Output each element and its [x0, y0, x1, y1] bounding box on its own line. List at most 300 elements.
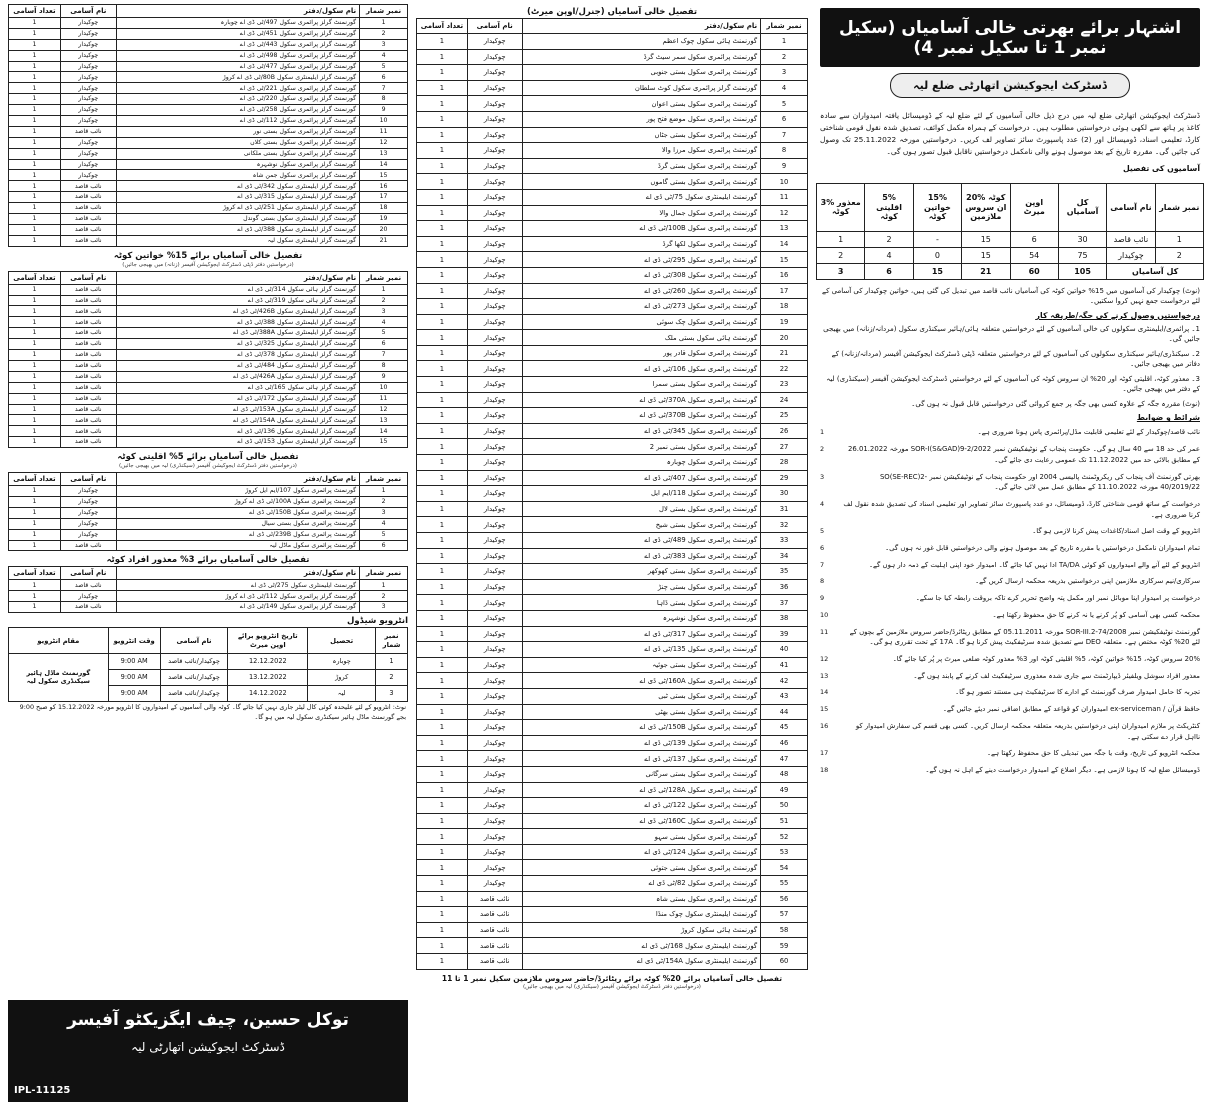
table-row [417, 205, 808, 221]
table-cell: 1 [417, 798, 468, 814]
table-cell: 39 [761, 626, 808, 642]
table-cell: نائب قاصد [60, 602, 116, 613]
table-cell: 1 [417, 96, 468, 112]
column-header: نام سکول/دفتر [116, 271, 359, 284]
right-column [816, 4, 1204, 1102]
table-cell: چوکیدار [467, 345, 522, 361]
term-item [816, 540, 1204, 557]
officer-office: ڈسٹرکٹ ایجوکیشن اتھارٹی لیہ [131, 1040, 285, 1054]
table-cell: 1 [417, 610, 468, 626]
table-cell: 1 [9, 382, 61, 393]
table-cell: 38 [761, 610, 808, 626]
table-cell: 19 [360, 214, 408, 225]
table-cell: 30 [1058, 231, 1106, 247]
table-cell: گورنمنٹ پرائمری سکول سمر سیٹ گرڈ [522, 49, 761, 65]
table-row [9, 137, 408, 148]
table-cell: گورنمنٹ گرلز ایلیمنٹری سکول 80B/ٹی ڈی اے کروڑ [116, 72, 359, 83]
table-cell: 13.12.2022 [228, 670, 308, 686]
table-cell: گورنمنٹ پرائمری سکول بستی اعوان [522, 96, 761, 112]
table-cell: 1 [417, 236, 468, 252]
table-row [9, 61, 408, 72]
table-row [9, 306, 408, 317]
interview-note-label: نوٹ [394, 703, 406, 712]
term-text: انٹرویو کے وقت اصل اسناد/کاغذات پیش کرنا لازمی ہو گا۔ [1032, 527, 1200, 536]
table-cell: گورنمنٹ گرلز پرائمری سکول جمن شاہ [116, 170, 359, 181]
middle-column [416, 4, 808, 1102]
table-cell: 1 [417, 766, 468, 782]
column-header: نمبر شمار [360, 5, 408, 18]
submission-point: 2۔ سیکنڈری/ہائیر سیکنڈری سکولوں کی آسامیوں کے لئے درخواستیں متعلقہ ڈپٹی ڈسٹرکٹ ایجوکیشن آفیسر (مردانہ/زنانہ) کے دفاتر میں بھیجی جائیں۔ [831, 349, 1200, 369]
table-cell: گورنمنٹ گرلز پرائمری سکول 451/ٹی ڈی اے [116, 28, 359, 39]
term-item [816, 424, 1204, 441]
table-cell: 2 [360, 295, 408, 306]
table-cell: 1 [417, 735, 468, 751]
table-cell: چوکیدار [467, 455, 522, 471]
table-cell: 1 [417, 252, 468, 268]
table-cell: گورنمنٹ گرلز پرائمری سکول 220/ٹی ڈی اے [116, 94, 359, 105]
column-header: 3% معذور کوٹہ [817, 183, 865, 231]
table-row [417, 579, 808, 595]
column-header: نمبر شمار [360, 473, 408, 486]
table-cell: گورنمنٹ گرلز ایلیمنٹری سکول 153/ٹی ڈی اے [116, 437, 359, 448]
table-row [417, 844, 808, 860]
table-cell: 10 [360, 116, 408, 127]
table-row [417, 345, 808, 361]
table-header-row [817, 183, 1204, 231]
table-cell: گورنمنٹ پرائمری سکول 160C/ٹی ڈی اے [522, 813, 761, 829]
table-cell: چوکیدار [467, 392, 522, 408]
table-cell: 1 [360, 284, 408, 295]
table-cell: چوکیدار [60, 591, 116, 602]
table-row [9, 83, 408, 94]
table-cell: گورنمنٹ گرلز ایلیمنٹری سکول 251/ٹی ڈی اے کروڑ [116, 203, 359, 214]
column-header: نام سکول/دفتر [116, 473, 359, 486]
table-cell: گورنمنٹ پرائمری سکول چوبارہ [522, 455, 761, 471]
table-cell: 40 [761, 642, 808, 658]
table-cell: گورنمنٹ پرائمری سکول 124/ٹی ڈی اے [522, 844, 761, 860]
table-row [9, 39, 408, 50]
table-cell: 75 [1058, 247, 1106, 263]
table-cell: 16 [360, 181, 408, 192]
table-row [417, 688, 808, 704]
table-cell: نائب قاصد [60, 426, 116, 437]
table-cell: 4 [761, 80, 808, 96]
table-cell: چوکیدار [467, 189, 522, 205]
table-cell: 10 [360, 382, 408, 393]
term-text: درخواست کے ساتھ قومی شناختی کارڈ، ڈومیسائل، دو عدد پاسپورٹ سائز تصاویر اور تعلیمی اسناد کی تصدیق شدہ نقول لف کرنا ضروری ہے۔ [843, 499, 1200, 519]
term-item [816, 624, 1204, 651]
table-cell: 8 [360, 94, 408, 105]
table-cell: چوکیدار [60, 72, 116, 83]
table-row [9, 393, 408, 404]
table-cell: نائب قاصد [60, 235, 116, 246]
table-row [9, 284, 408, 295]
table-cell: گورنمنٹ گرلز پرائمری سکول نوشہرہ [116, 159, 359, 170]
table-cell: 17 [761, 283, 808, 299]
table-header-row [9, 473, 408, 486]
table-cell: 14.12.2022 [228, 686, 308, 702]
intro-paragraph: ڈسٹرکٹ ایجوکیشن اتھارٹی ضلع لیہ میں درج ذیل خالی آسامیوں کے لئے ضلع لیہ کے ڈومیسائل یافتہ امیدواران سے سادہ کاغذ پر ہاتھ سے لکھی ہوئی درخواستیں مطلوب ہیں۔ درخواست کے ہمراہ مکمل کوائف، تصدیق شدہ نقول قومی شناختی کارڈ، تعلیمی اسناد، ڈومیسائل اور (2) عدد پاسپورٹ سائز تصاویر لف کریں۔ درخواستیں مورخہ 25.11.2022 تک وصول کی جائیں گی۔ مقررہ تاریخ کے بعد موصول ہونے والی نامکمل درخواستیں ناقابل قبول تصور ہوں گی۔ [820, 111, 1200, 156]
term-number: 7 [820, 560, 825, 569]
table-row [417, 96, 808, 112]
table-cell: گورنمنٹ پرائمری سکول بستی ٹبی [522, 688, 761, 704]
interview-note-text: انٹرویو کے لئے علیحدہ کوئی کال لیٹر جاری نہیں کیا جائے گا۔ کوٹہ والی آسامیوں کے امیدواروں کا انٹرویو مورخہ 15.12.2022 کو صبح 9:00 بجے گورنمنٹ ماڈل ہائیر سیکنڈری سکول لیہ میں ہو گا۔ [19, 703, 406, 721]
table-cell: 1 [817, 231, 865, 247]
column-header: نام آسامی [60, 567, 116, 580]
table-cell: 60 [761, 954, 808, 970]
table-row [417, 49, 808, 65]
table-row [9, 382, 408, 393]
table-row [9, 339, 408, 350]
table-cell: 1 [417, 143, 468, 159]
table-cell: 5 [360, 529, 408, 540]
table-row [417, 751, 808, 767]
table-cell: چوکیدار [467, 673, 522, 689]
term-item [816, 523, 1204, 540]
column-header: 5% اقلیتی کوٹہ [865, 183, 913, 231]
table-cell: 7 [360, 83, 408, 94]
table-cell: 1 [417, 127, 468, 143]
table-row [417, 704, 808, 720]
table-row [9, 148, 408, 159]
term-number: 14 [820, 688, 829, 697]
table-cell: چوکیدار [467, 158, 522, 174]
officer-name: توکل حسین، چیف ایگزیکٹو آفیسر [67, 1010, 349, 1030]
table-cell: گورنمنٹ گرلز پرائمری سکول بستی ملکانی [116, 148, 359, 159]
table-cell: چوکیدار/نائب قاصد [160, 654, 228, 670]
general-merit-table [416, 18, 808, 970]
table-cell: گورنمنٹ گرلز ایلیمنٹری سکول 172/ٹی ڈی اے [116, 393, 359, 404]
table-row [417, 938, 808, 954]
table-cell: 3 [360, 602, 408, 613]
table-row [9, 317, 408, 328]
table-cell: چوکیدار [60, 507, 116, 518]
column-header: وقت انٹرویو [108, 628, 160, 654]
table-cell: 1 [9, 426, 61, 437]
table-row [817, 247, 1204, 263]
table-cell: 1 [417, 907, 468, 923]
table-row [9, 235, 408, 246]
table-cell: 1 [417, 579, 468, 595]
table-cell: 13 [360, 415, 408, 426]
table-header-row [9, 628, 408, 654]
table-row [417, 922, 808, 938]
table-cell: 1 [9, 61, 61, 72]
table-cell: 9:00 AM [108, 686, 160, 702]
table-row [417, 330, 808, 346]
table-cell: 27 [761, 439, 808, 455]
table-cell: گورنمنٹ پرائمری سکول قادر پور [522, 345, 761, 361]
table-cell: چوکیدار [467, 330, 522, 346]
table-cell: چوکیدار [467, 205, 522, 221]
column-header: تعداد آسامی [9, 567, 61, 580]
details-label: آسامیوں کی تفصیل [1122, 163, 1200, 173]
table-cell: 3 [360, 306, 408, 317]
table-cell: گورنمنٹ پرائمری سکول 383/ٹی ڈی اے [522, 548, 761, 564]
table-cell: 4 [360, 518, 408, 529]
table-cell: 33 [761, 533, 808, 549]
table-cell: 1 [417, 595, 468, 611]
table-cell: 1 [9, 284, 61, 295]
column-header: نمبر شمار [1155, 183, 1203, 231]
table-cell: نائب قاصد [60, 415, 116, 426]
table-row [417, 455, 808, 471]
submission-point: 1۔ پرائمری/ایلیمنٹری سکولوں کی خالی آسامیوں کے لئے درخواستیں متعلقہ ہائی/ہائیر سیکنڈری سکول (مردانہ/زنانہ) میں بھیجی جائیں گی۔ [823, 324, 1200, 344]
table-cell: نائب قاصد [60, 317, 116, 328]
table-cell: چوکیدار [467, 111, 522, 127]
table-cell: 1 [9, 529, 61, 540]
advertisement-subtitle: ڈسٹرکٹ ایجوکیشن اتھارٹی ضلع لیہ [890, 73, 1130, 98]
total-cell: 21 [962, 263, 1010, 279]
table-cell: 1 [417, 751, 468, 767]
table-cell: گورنمنٹ پرائمری سکول بستی جنوبی [522, 65, 761, 81]
term-item [816, 651, 1204, 668]
table-cell: 1 [417, 158, 468, 174]
table-row [417, 111, 808, 127]
table-cell: 1 [376, 654, 408, 670]
table-row [417, 236, 808, 252]
table-cell: 54 [761, 860, 808, 876]
column-header: 20% کوٹہ ان سروس ملازمین [962, 183, 1010, 231]
table-cell: 1 [9, 371, 61, 382]
table-cell: 1 [9, 235, 61, 246]
table-cell: چوکیدار [467, 766, 522, 782]
term-text: بھرتی گورنمنٹ آف پنجاب کی ریکروٹمنٹ پالیسی 2004 اور حکومت پنجاب کے نوٹیفکیشن نمبر SO(SE-REC)2-40/2019/22 مورخہ 11.10.2022 کے مطابق عمل میں لائی جائے گی۔ [879, 472, 1200, 492]
table-row [9, 529, 408, 540]
table-cell: 13 [360, 148, 408, 159]
table-cell: چوکیدار [467, 470, 522, 486]
table-cell: گورنمنٹ پرائمری سکول بستی گرڈ [522, 158, 761, 174]
table-cell: نائب قاصد [60, 306, 116, 317]
table-cell: 4 [865, 247, 913, 263]
table-row [417, 143, 808, 159]
table-cell: 1 [9, 350, 61, 361]
term-text: تمام امیدواران نامکمل درخواستیں یا مقررہ تاریخ کے بعد موصول ہونے والی درخواستیں قابل غور نہ ہوں گی۔ [885, 544, 1200, 553]
table-cell: چوکیدار [60, 50, 116, 61]
table-cell: 18 [360, 203, 408, 214]
table-row [417, 174, 808, 190]
table-row [417, 782, 808, 798]
table-cell: چوکیدار [467, 361, 522, 377]
table-cell: 1 [9, 137, 61, 148]
column-header: تعداد آسامی [417, 19, 468, 34]
term-item [816, 441, 1204, 468]
table-cell: 1 [417, 314, 468, 330]
table-cell: 1 [417, 720, 468, 736]
table-cell: 1 [417, 657, 468, 673]
table-cell: 1 [9, 126, 61, 137]
table-cell: 1 [417, 345, 468, 361]
table-cell: 1 [417, 954, 468, 970]
table-cell: چوکیدار [467, 408, 522, 424]
table-cell: 9:00 AM [108, 654, 160, 670]
term-item [816, 684, 1204, 701]
table-cell: نائب قاصد [60, 339, 116, 350]
table-cell: 1 [360, 580, 408, 591]
term-text: 20% سروس کوٹہ، 15% خواتین کوٹہ، 5% اقلیتی کوٹہ اور 3% معذور کوٹہ ضلعی میرٹ پر پُر کیا جائے گا۔ [892, 654, 1200, 663]
term-item [816, 668, 1204, 685]
table-row [417, 267, 808, 283]
table-cell: 1 [9, 415, 61, 426]
table-cell: 1 [417, 65, 468, 81]
table-cell: 14 [761, 236, 808, 252]
table-cell: لیہ [308, 686, 376, 702]
table-cell: 1 [9, 591, 61, 602]
term-number: 15 [820, 705, 829, 714]
table-cell: چوکیدار/نائب قاصد [160, 686, 228, 702]
table-cell: 23 [761, 377, 808, 393]
table-cell: 1 [417, 922, 468, 938]
term-item [816, 469, 1204, 496]
table-cell: چوکیدار [467, 595, 522, 611]
table-cell: 1 [9, 496, 61, 507]
table-cell: 12 [761, 205, 808, 221]
table-cell: 1 [9, 148, 61, 159]
table-cell: چوکیدار [467, 533, 522, 549]
table-cell: 1 [9, 192, 61, 203]
table-cell: چوکیدار [467, 751, 522, 767]
table-cell: نائب قاصد [1107, 231, 1155, 247]
table-cell: 1 [9, 224, 61, 235]
table-cell: 1 [417, 80, 468, 96]
column-header: نام آسامی [60, 473, 116, 486]
table-cell: گورنمنٹ گرلز ایلیمنٹری سکول 426B/ٹی ڈی اے [116, 306, 359, 317]
table-cell: نائب قاصد [60, 224, 116, 235]
table-cell: چوکیدار [467, 844, 522, 860]
term-text: محکمہ انٹرویو کی تاریخ، وقت یا جگہ میں تبدیلی کا حق محفوظ رکھتا ہے۔ [986, 749, 1200, 758]
interview-note: نوٹ: انٹرویو کے لئے علیحدہ کوئی کال لیٹر جاری نہیں کیا جائے گا۔ کوٹہ والی آسامیوں کے امیدواروں کا انٹرویو مورخہ 15.12.2022 کو صبح 9:00 بجے گورنمنٹ ماڈل ہائیر سیکنڈری سکول لیہ میں ہو گا۔ [19, 703, 406, 721]
total-cell: 105 [1058, 263, 1106, 279]
table-cell: 1 [417, 829, 468, 845]
table-row [417, 517, 808, 533]
table-row [417, 221, 808, 237]
table-cell: گورنمنٹ گرلز ہائی سکول 314/ٹی ڈی اے [116, 284, 359, 295]
table-row [417, 377, 808, 393]
table-cell: 55 [761, 876, 808, 892]
table-row [417, 548, 808, 564]
table-cell: چوکیدار/نائب قاصد [160, 670, 228, 686]
table-cell: 47 [761, 751, 808, 767]
column-header: تحصیل [308, 628, 376, 654]
table-row [9, 540, 408, 551]
table-cell: نائب قاصد [60, 350, 116, 361]
note-1: (نوٹ) چوکیدار کی آسامیوں میں 15% خواتین کوٹہ کی آسامیاں نائب قاصد میں تبدیل کی گئی ہیں، خواتین چوکیدار کی آسامی کے لئے درخواست جمع نہیں کروا سکتیں۔ [822, 286, 1200, 306]
table-cell: نائب قاصد [60, 404, 116, 415]
column-header: کل آسامیاں [1058, 183, 1106, 231]
column-header: تعداد آسامی [9, 271, 61, 284]
column-header: نام آسامی [1107, 183, 1155, 231]
table-cell: 42 [761, 673, 808, 689]
table-cell: 6 [360, 540, 408, 551]
table-cell: چوکیدار [467, 798, 522, 814]
table-cell: گورنمنٹ پرائمری سکول ماڈل لیہ [116, 540, 359, 551]
table-cell: گورنمنٹ پرائمری سکول 317/ٹی ڈی اے [522, 626, 761, 642]
table-cell: 1 [417, 673, 468, 689]
table-cell: 1 [9, 507, 61, 518]
table-row [417, 501, 808, 517]
term-number: 18 [820, 765, 829, 774]
table-row [417, 127, 808, 143]
table-cell: گورنمنٹ پرائمری سکول 239B/ٹی ڈی اے [116, 529, 359, 540]
total-cell: 15 [913, 263, 961, 279]
term-text: حافظ قرآن / ex-serviceman امیدواران کو قواعد کے مطابق اضافی نمبر دیئے جائیں گے۔ [942, 705, 1200, 714]
table-cell: 1 [9, 393, 61, 404]
table-cell: 1 [9, 518, 61, 529]
table-cell: چوکیدار [60, 529, 116, 540]
term-item [816, 557, 1204, 574]
table-cell: چوکیدار [60, 137, 116, 148]
table-cell: گورنمنٹ گرلز ایلیمنٹری سکول 342/ٹی ڈی اے [116, 181, 359, 192]
table-row [9, 214, 408, 225]
table-cell: 13 [761, 221, 808, 237]
table-cell: 1 [9, 437, 61, 448]
table-cell: 7 [360, 350, 408, 361]
table-cell: 1 [9, 486, 61, 497]
table-cell: چوکیدار [60, 518, 116, 529]
table-row [9, 181, 408, 192]
total-label: کل آسامیاں [1107, 263, 1204, 279]
table-cell: 6 [761, 111, 808, 127]
table-cell: گورنمنٹ گرلز پرائمری سکول 112/ٹی ڈی اے [116, 116, 359, 127]
table-cell: چوکیدار [60, 28, 116, 39]
table-cell: گورنمنٹ گرلز ایلیمنٹری سکول 136/ٹی ڈی اے [116, 426, 359, 437]
table-cell: گورنمنٹ گرلز ہائی سکول 165/ٹی ڈی اے [116, 382, 359, 393]
table-row [9, 224, 408, 235]
table-cell: نائب قاصد [60, 371, 116, 382]
table-cell: 2 [376, 670, 408, 686]
table-cell: 11 [360, 126, 408, 137]
table-cell: گورنمنٹ پرائمری سکول 82/ٹی ڈی اے [522, 876, 761, 892]
table-cell: 1 [417, 938, 468, 954]
table-cell: کروڑ [308, 670, 376, 686]
table-cell: چوکیدار [467, 579, 522, 595]
submission-list [816, 322, 1204, 397]
table-row [9, 507, 408, 518]
table-cell: گورنمنٹ پرائمری سکول 273/ٹی ڈی اے [522, 299, 761, 315]
table-cell: گورنمنٹ پرائمری سکول 106/ٹی ڈی اے [522, 361, 761, 377]
interview-schedule-table [8, 627, 408, 702]
table-cell: 21 [761, 345, 808, 361]
table-row [417, 533, 808, 549]
column-header: نمبر شمار [376, 628, 408, 654]
table-cell: 3 [761, 65, 808, 81]
column-header: نام آسامی [60, 271, 116, 284]
table-cell: 1 [417, 205, 468, 221]
table-cell: نائب قاصد [467, 907, 522, 923]
table-cell: 1 [9, 317, 61, 328]
table-cell: نائب قاصد [60, 382, 116, 393]
table-cell: گورنمنٹ گرلز ایلیمنٹری سکول 388/ٹی ڈی اے [116, 224, 359, 235]
term-item [816, 762, 1204, 779]
table-row [417, 813, 808, 829]
column-header: تعداد آسامی [9, 5, 61, 18]
term-text: محکمہ کسی بھی آسامی کو پُر کرنے یا نہ کرنے کا حق محفوظ رکھتا ہے۔ [992, 610, 1200, 619]
table-row [417, 610, 808, 626]
term-item [816, 607, 1204, 624]
table-cell: نائب قاصد [467, 938, 522, 954]
table-cell: گورنمنٹ ایلیمنٹری سکول 275/ٹی ڈی اے [116, 580, 359, 591]
term-number: 13 [820, 671, 829, 680]
table-cell: گورنمنٹ پرائمری سکول 308/ٹی ڈی اے [522, 267, 761, 283]
table-cell: 6 [360, 72, 408, 83]
left-top-table [8, 4, 408, 247]
column-header: نام آسامی [60, 5, 116, 18]
table-cell: 1 [9, 540, 61, 551]
table-cell: 1 [417, 408, 468, 424]
table-cell: 1 [417, 860, 468, 876]
table-cell: گورنمنٹ گرلز ایلیمنٹری سکول بستی گوندل [116, 214, 359, 225]
table-cell: 1 [417, 111, 468, 127]
